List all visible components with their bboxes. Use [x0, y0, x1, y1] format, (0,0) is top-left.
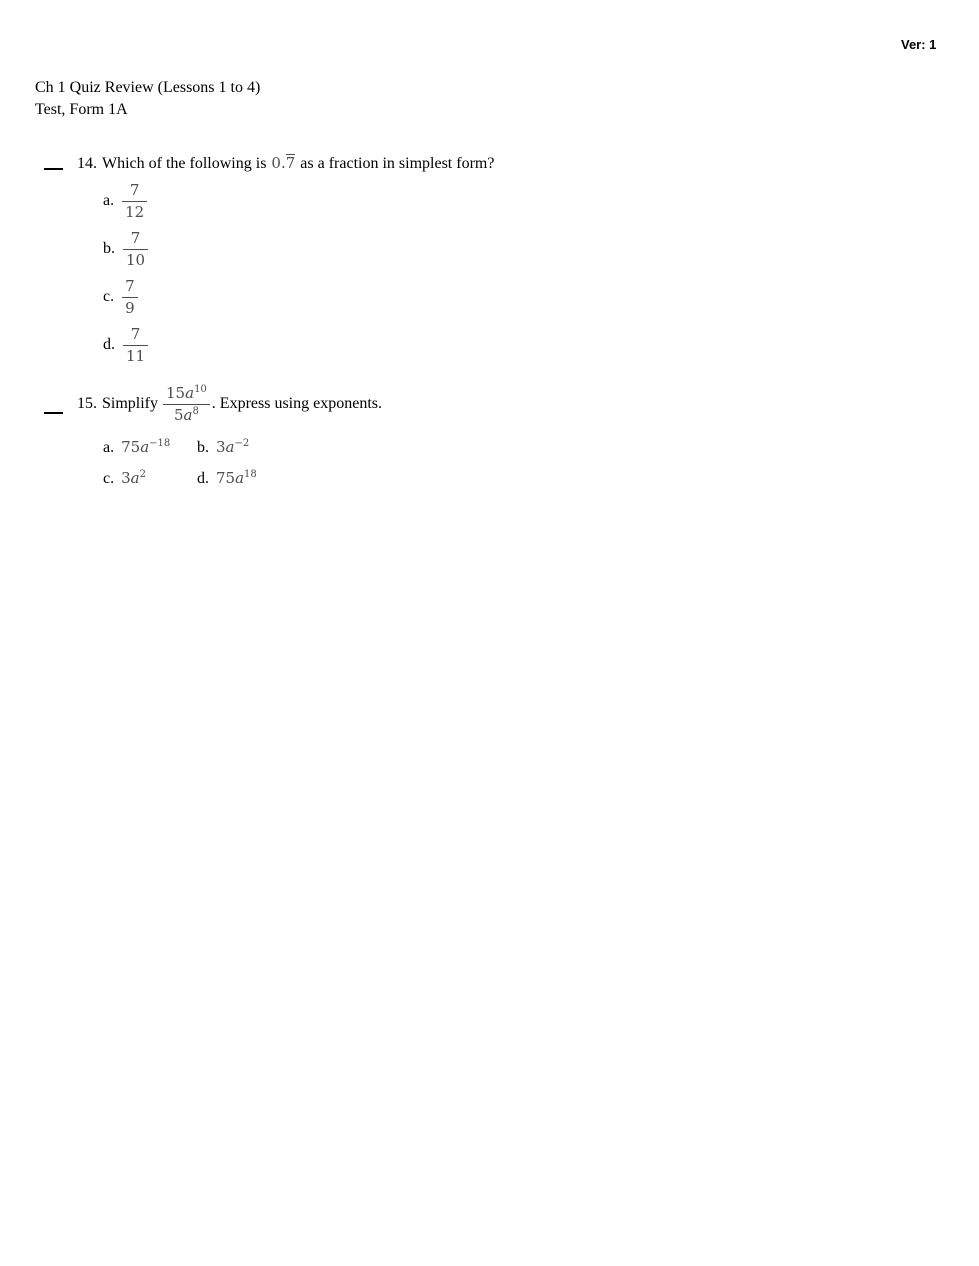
- fraction-denominator: 11: [126, 346, 146, 365]
- expression: [216, 469, 257, 487]
- expression-variable: a: [235, 468, 245, 487]
- numerator-exponent: 10: [194, 384, 207, 395]
- fraction: [122, 181, 147, 222]
- choice-label: a.: [103, 438, 115, 456]
- form-title: Test, Form 1A: [35, 101, 128, 118]
- choice-label: d.: [197, 469, 209, 487]
- fraction-denominator: 12: [125, 202, 145, 221]
- numerator-variable: a: [185, 384, 195, 402]
- choice-14-a: [103, 177, 494, 225]
- expression: [216, 438, 249, 456]
- simplify-fraction: [163, 384, 210, 425]
- question-15-choices: [103, 438, 383, 488]
- question-14-stem: [44, 154, 494, 173]
- denominator-variable: a: [183, 405, 193, 424]
- denominator-exponent: 8: [192, 405, 199, 417]
- question-14-choices: [103, 177, 494, 369]
- expression: [121, 469, 146, 487]
- expression-exponent: −2: [234, 437, 250, 449]
- choice-label: c.: [103, 288, 115, 305]
- question-15: [44, 384, 383, 488]
- question-15-text-before: Simplify: [102, 395, 159, 413]
- document-header: [35, 77, 260, 121]
- question-14-text-before: Which of the following is: [102, 155, 267, 172]
- answer-blank-14: [44, 168, 63, 170]
- fraction-denominator: 9: [125, 298, 135, 317]
- expression-variable: a: [140, 437, 150, 456]
- choice-15-c: [103, 469, 197, 488]
- question-15-stem: [44, 384, 383, 425]
- choice-label: b.: [103, 240, 115, 257]
- expression-variable: a: [225, 437, 235, 456]
- answer-blank-15: [44, 412, 63, 414]
- expression-exponent: 2: [139, 468, 146, 480]
- expression-exponent: −18: [149, 437, 171, 449]
- fraction-denominator: 10: [126, 250, 146, 269]
- expression: [121, 438, 170, 456]
- question-14-number: 14.: [77, 155, 97, 172]
- choice-15-b: [197, 438, 383, 457]
- decimal-prefix: 0.: [271, 154, 286, 172]
- fraction: [123, 325, 148, 366]
- choice-14-d: [103, 321, 494, 369]
- choice-14-c: [103, 273, 494, 321]
- choice-label: a.: [103, 192, 115, 209]
- choice-14-b: [103, 225, 494, 273]
- expression-coefficient: 75: [121, 437, 141, 456]
- expression-coefficient: 3: [216, 437, 226, 456]
- version-label: Ver: 1: [901, 37, 937, 52]
- question-14: [44, 154, 494, 369]
- expression-exponent: 18: [244, 468, 257, 480]
- denominator-coefficient: 5: [173, 405, 184, 424]
- quiz-title: Ch 1 Quiz Review (Lessons 1 to 4): [35, 79, 261, 96]
- choice-label: c.: [103, 469, 115, 487]
- choice-15-a: [103, 438, 197, 457]
- expression-coefficient: 75: [216, 468, 236, 487]
- fraction-denominator: [163, 405, 210, 425]
- fraction-numerator: 7: [122, 277, 138, 298]
- decimal-repeating-digit: 7: [285, 154, 296, 172]
- repeating-decimal: [271, 154, 295, 172]
- choice-label: d.: [103, 336, 115, 353]
- fraction: [123, 229, 148, 270]
- fraction-numerator: 7: [123, 229, 148, 250]
- fraction: [122, 277, 138, 318]
- choice-label: b.: [197, 438, 209, 456]
- question-14-text-after: as a fraction in simplest form?: [300, 155, 495, 172]
- choice-15-d: [197, 469, 383, 488]
- numerator-coefficient: 15: [166, 384, 186, 402]
- expression-variable: a: [130, 468, 140, 487]
- question-15-text-after: . Express using exponents.: [211, 395, 382, 413]
- fraction-numerator: 7: [122, 181, 147, 202]
- expression-coefficient: 3: [121, 468, 131, 487]
- fraction-numerator: 7: [123, 325, 148, 346]
- fraction-numerator: [163, 384, 210, 405]
- question-15-number: 15.: [77, 395, 97, 413]
